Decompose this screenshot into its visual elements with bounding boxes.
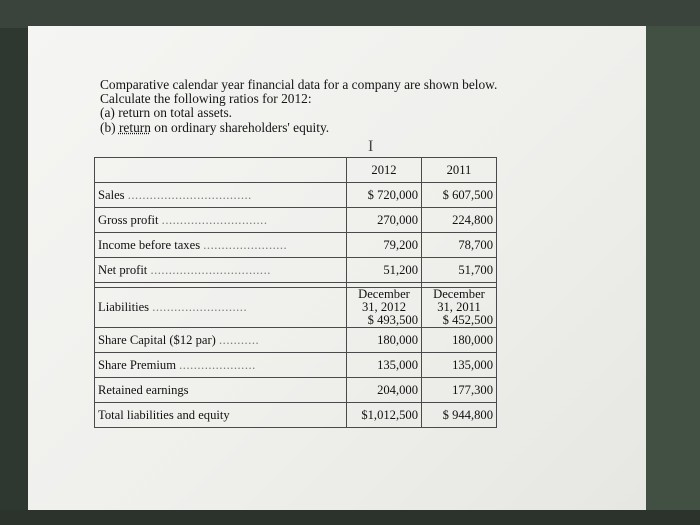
year-header-row [95,158,497,183]
cell-value: 51,200 [347,258,422,283]
table-row [95,258,497,283]
leader-dots: .................................. [127,187,252,202]
intro-line-4-prefix: (b) [100,119,119,135]
intro-line-1: Comparative calendar year financial data for a company are shown below. [100,77,498,92]
cell-value: 180,000 [347,328,422,353]
leader-dots: .......................... [152,300,248,314]
spellcheck-word: return [118,119,151,135]
date-line: 31, 2012 [361,300,407,314]
problem-statement [100,78,497,135]
row-label-income-before-taxes [95,233,347,258]
cell-value: $ 452,500 [442,313,493,327]
year-header-2011: 2011 [422,158,497,183]
cell-value: 135,000 [422,353,497,378]
cell-value: 177,300 [422,378,497,403]
cell-value: $ 493,500 [367,313,418,327]
intro-line-3: (a) return on total assets. [100,105,233,121]
monitor-bezel-right [646,26,700,525]
table-row [95,378,497,403]
table-row [95,183,497,208]
cell-value: $1,012,500 [347,403,422,428]
row-label-text: Income before taxes [98,237,201,252]
leader-dots: ................................. [150,262,271,277]
row-label-text: Net profit [98,262,148,277]
table-row [95,328,497,353]
cell-value: $ 720,000 [347,183,422,208]
cell-value: 79,200 [347,233,422,258]
row-label-share-capital [95,328,347,353]
leader-dots: ........... [219,332,260,347]
row-label-text: Gross profit [98,212,159,227]
table-row [95,353,497,378]
cell-value: 224,800 [422,208,497,233]
table-row [95,208,497,233]
cell-value: 180,000 [422,328,497,353]
date-header-2012 [347,288,422,328]
row-label-sales [95,183,347,208]
row-label-text: Share Capital ($12 par) [98,332,216,347]
row-label-text: Sales [98,187,125,202]
date-header-2011 [422,288,497,328]
row-label-gross-profit [95,208,347,233]
intro-line-4-suffix: on ordinary shareholders' equity. [150,119,330,135]
year-header-2012: 2012 [347,158,422,183]
cell-value: $ 944,800 [422,403,497,428]
date-line: December [433,287,485,301]
date-line: 31, 2011 [437,300,481,314]
intro-line-4 [100,121,497,135]
leader-dots: ..................... [179,357,256,372]
cell-value: 270,000 [347,208,422,233]
blank-header-cell [95,158,347,183]
cell-value: 51,700 [422,258,497,283]
row-label-retained-earnings: Retained earnings [95,378,347,403]
row-label-liabilities [95,288,347,328]
financial-data-table [94,157,497,428]
cell-value: 78,700 [422,233,497,258]
text-cursor-icon: I [368,138,374,155]
table-row [95,403,497,428]
liabilities-row [95,288,497,328]
monitor-bezel-top [0,0,700,28]
cell-value: 135,000 [347,353,422,378]
leader-dots: ............................. [161,212,268,227]
row-label-text: Liabilities [98,300,150,314]
leader-dots: ....................... [203,237,288,252]
monitor-bezel-bottom [0,510,700,525]
table-row [95,233,497,258]
row-label-text: Share Premium [98,357,176,372]
intro-line-2: Calculate the following ratios for 2012: [100,91,312,107]
row-label-share-premium [95,353,347,378]
cell-value: 204,000 [347,378,422,403]
cell-value: $ 607,500 [422,183,497,208]
date-line: December [358,287,410,301]
row-label-net-profit [95,258,347,283]
row-label-total-liabilities-equity: Total liabilities and equity [95,403,347,428]
